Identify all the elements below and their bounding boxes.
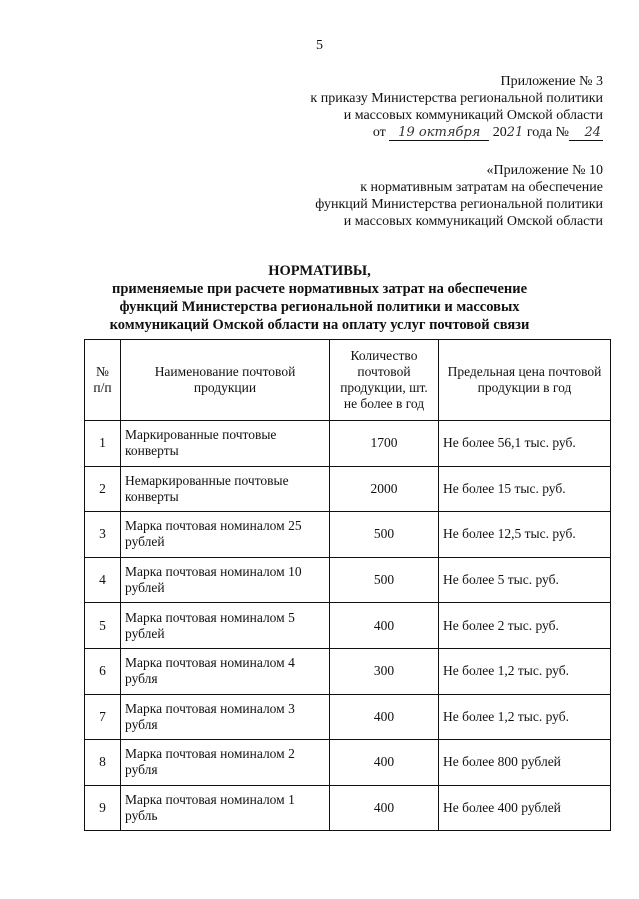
table-row — [85, 557, 611, 603]
table-row — [85, 648, 611, 694]
row-name: Марка почтовая номиналом 2 рубля — [121, 740, 330, 786]
handwritten-date: 19 октября — [389, 126, 489, 141]
row-qty: 400 — [330, 740, 439, 786]
document-title — [0, 262, 639, 334]
header-name: Наименование почтовой продукции — [121, 340, 330, 421]
handwritten-year: 21 — [506, 125, 524, 140]
row-price: Не более 800 рублей — [439, 740, 611, 786]
table-row — [85, 603, 611, 649]
appendix-3-order-line: к приказу Министерства региональной политики — [310, 91, 603, 106]
row-qty: 300 — [330, 648, 439, 694]
row-price: Не более 400 рублей — [439, 785, 611, 831]
appendix-3-block — [310, 73, 603, 141]
row-price: Не более 2 тыс. руб. — [439, 603, 611, 649]
appendix-10-line-4: и массовых коммуникаций Омской области — [343, 214, 603, 229]
header-qty: Количество почтовой продукции, шт. не более в год — [330, 340, 439, 421]
row-price: Не более 56,1 тыс. руб. — [439, 421, 611, 467]
row-num: 3 — [85, 512, 121, 558]
row-name: Марка почтовая номиналом 25 рублей — [121, 512, 330, 558]
row-price: Не более 12,5 тыс. руб. — [439, 512, 611, 558]
table-row — [85, 740, 611, 786]
table-row — [85, 512, 611, 558]
row-name: Маркированные почтовые конверты — [121, 421, 330, 467]
row-qty: 400 — [330, 694, 439, 740]
header-price: Предельная цена почтовой продукции в год — [439, 340, 611, 421]
appendix-10-line-3: функций Министерства региональной политики — [315, 197, 603, 212]
row-num: 8 — [85, 740, 121, 786]
header-num: № п/п — [85, 340, 121, 421]
row-price: Не более 15 тыс. руб. — [439, 466, 611, 512]
appendix-3-date-line — [310, 124, 603, 141]
row-num: 9 — [85, 785, 121, 831]
year-prefix: 20 — [492, 125, 507, 140]
row-qty: 500 — [330, 512, 439, 558]
row-qty: 400 — [330, 603, 439, 649]
appendix-10-title: «Приложение № 10 — [486, 163, 603, 178]
appendix-10-line-2: к нормативным затратам на обеспечение — [360, 180, 603, 195]
title-heading: НОРМАТИВЫ, — [268, 263, 371, 279]
table-row — [85, 785, 611, 831]
row-qty: 500 — [330, 557, 439, 603]
table-header-row — [85, 340, 611, 421]
handwritten-order-number: 24 — [569, 126, 603, 141]
row-name: Марка почтовая номиналом 10 рублей — [121, 557, 330, 603]
row-name: Немаркированные почтовые конверты — [121, 466, 330, 512]
year-suffix: года № — [526, 125, 569, 140]
table-row — [85, 421, 611, 467]
row-name: Марка почтовая номиналом 5 рублей — [121, 603, 330, 649]
row-num: 6 — [85, 648, 121, 694]
row-price: Не более 1,2 тыс. руб. — [439, 694, 611, 740]
title-line-3: коммуникаций Омской области на оплату услуг почтовой связи — [109, 317, 530, 333]
row-price: Не более 5 тыс. руб. — [439, 557, 611, 603]
row-name: Марка почтовая номиналом 3 рубля — [121, 694, 330, 740]
row-qty: 2000 — [330, 466, 439, 512]
page-number: 5 — [316, 38, 323, 53]
appendix-3-title: Приложение № 3 — [500, 74, 603, 89]
title-line-1: применяемые при расчете нормативных затрат на обеспечение — [111, 281, 528, 297]
postal-norms-table — [84, 339, 611, 831]
row-qty: 1700 — [330, 421, 439, 467]
row-num: 1 — [85, 421, 121, 467]
appendix-3-ministry-line: и массовых коммуникаций Омской области — [343, 108, 603, 123]
row-name: Марка почтовая номиналом 4 рубля — [121, 648, 330, 694]
title-line-2: функций Министерства региональной политики и массовых — [119, 299, 520, 315]
row-num: 5 — [85, 603, 121, 649]
date-prefix: от — [372, 125, 386, 140]
appendix-10-block — [315, 162, 603, 230]
row-num: 2 — [85, 466, 121, 512]
table-row — [85, 694, 611, 740]
row-num: 4 — [85, 557, 121, 603]
row-name: Марка почтовая номиналом 1 рубль — [121, 785, 330, 831]
table-row — [85, 466, 611, 512]
row-price: Не более 1,2 тыс. руб. — [439, 648, 611, 694]
row-qty: 400 — [330, 785, 439, 831]
row-num: 7 — [85, 694, 121, 740]
